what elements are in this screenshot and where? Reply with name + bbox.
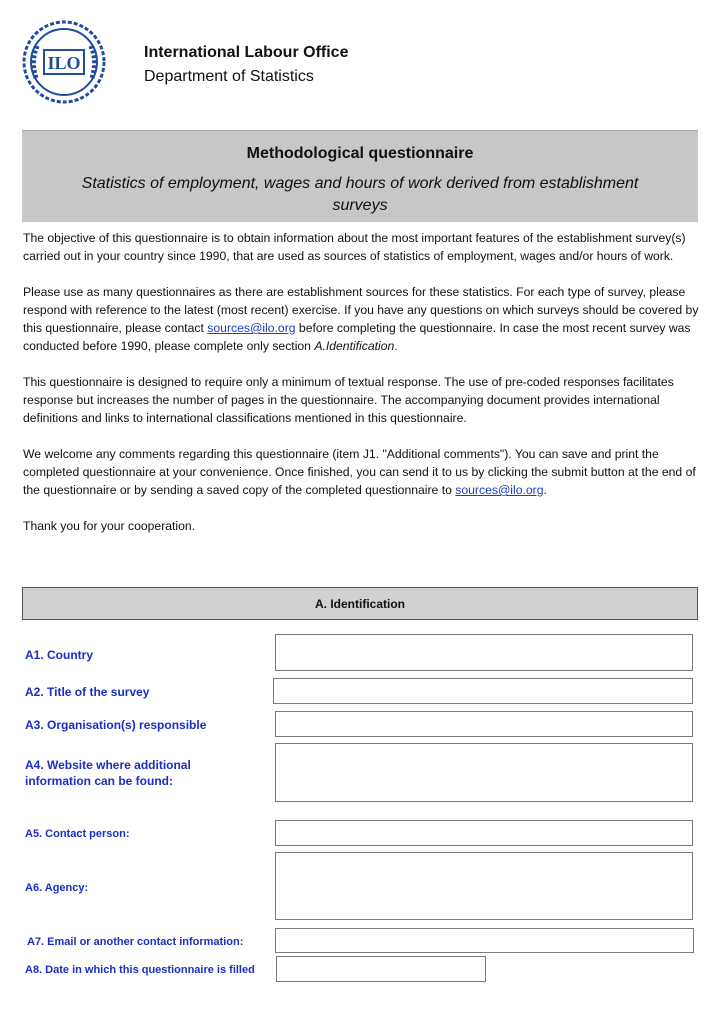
ilo-logo: [22, 20, 106, 104]
organization-name: International Labour Office: [144, 44, 349, 61]
intro-paragraph-5: Thank you for your cooperation.: [23, 519, 196, 533]
a1-label: A1. Country: [25, 648, 94, 662]
intro-paragraph-1: The objective of this questionnaire is to obtain information about the most important features of the establishment survey(s) carried out in your country since 1990, that are used as sources of statistics of employment, wages and/or hours of work.: [23, 231, 686, 263]
contact-email-link[interactable]: sources@ilo.org: [207, 321, 296, 335]
intro-text: [23, 229, 705, 553]
section-a-header: [22, 587, 698, 620]
intro-paragraph-3: This questionnaire is designed to require only a minimum of textual response. The use of pre-coded responses facilitates response but increases the number of pages in the questionnaire. The accompanying document provides international definitions and links to international classifications mentioned in this questionnaire.: [23, 375, 674, 425]
website-input[interactable]: [275, 743, 693, 802]
email-contact-input[interactable]: [275, 928, 694, 953]
intro-paragraph-4: [23, 445, 705, 499]
agency-input[interactable]: [275, 852, 693, 920]
section-a-title: A. Identification: [315, 596, 405, 611]
department-name: Department of Statistics: [144, 68, 314, 85]
intro-paragraph-2: [23, 283, 705, 355]
intro-p2-text-c: .: [394, 339, 398, 353]
a5-label: A5. Contact person:: [25, 828, 130, 840]
ilo-logo-text: ILO: [47, 53, 81, 73]
title-box: [22, 130, 698, 222]
submit-email-link[interactable]: sources@ilo.org: [455, 483, 544, 497]
questionnaire-title: Methodological questionnaire: [246, 145, 474, 162]
intro-p2-section-ref: A.Identification: [314, 339, 395, 353]
date-filled-input[interactable]: [276, 956, 486, 982]
intro-p4-text-a: We welcome any comments regarding this questionnaire (item J1. "Additional comments"). You can save and print the completed questionnaire at your convenience. Once finished, you can send it to us by clicking the submit button at the end of the questionnaire or by sending a saved copy of the completed questionnaire to: [23, 447, 696, 497]
a7-label: A7. Email or another contact information:: [27, 936, 244, 948]
a4-label: A4. Website where additional information can be found:: [25, 758, 191, 788]
a8-label: A8. Date in which this questionnaire is filled: [25, 964, 255, 976]
intro-p2-text-a: Please use as many questionnaires as there are establishment sources for these statistics. For each type of survey, please respond with reference to the latest (most recent) exercise. If you have any questions on which surveys should be covered by this questionnaire, please contact: [23, 285, 699, 335]
intro-p2-text-b: before completing the questionnaire. In case the most recent survey was conducted before 1990, please complete only section: [23, 321, 691, 353]
survey-title-input[interactable]: [273, 678, 693, 704]
a2-label: A2. Title of the survey: [25, 685, 150, 699]
a3-label: A3. Organisation(s) responsible: [25, 718, 207, 732]
questionnaire-subtitle: Statistics of employment, wages and hours of work derived from establishment surveys: [81, 175, 639, 214]
organisation-input[interactable]: [275, 711, 693, 737]
country-input[interactable]: [275, 634, 693, 671]
intro-p4-text-b: .: [543, 483, 547, 497]
contact-person-input[interactable]: [275, 820, 693, 846]
a6-label: A6. Agency:: [25, 882, 89, 894]
